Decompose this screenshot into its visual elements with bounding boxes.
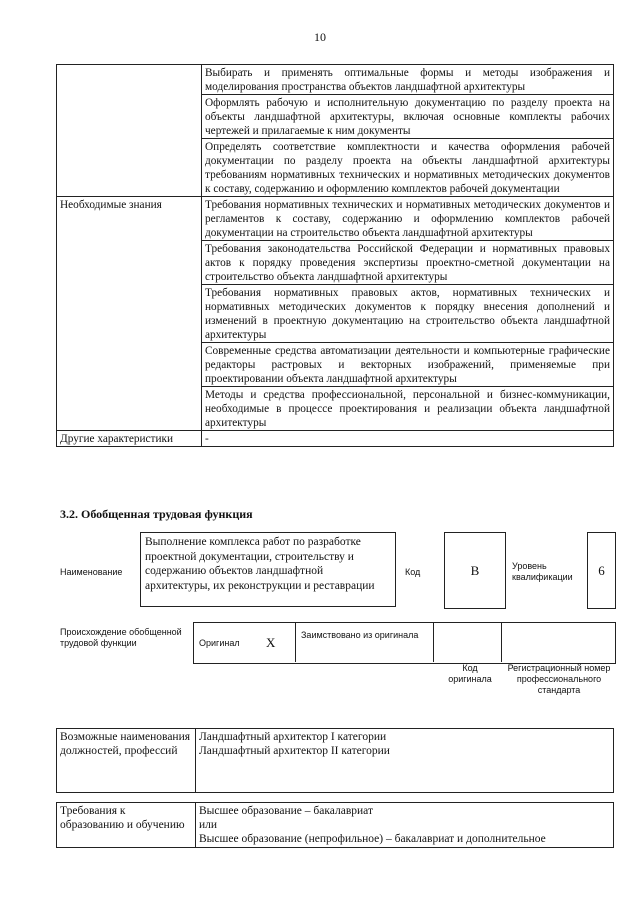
- knowledge-row: Требования нормативных правовых актов, нормативных технических и нормативных методических документов к порядку внесения дополнений и изменений в проектную документацию на строительство объекта ландшафтной архитектуры: [202, 285, 614, 343]
- education-item: Высшее образование (непрофильное) – бакалавриат и дополнительное: [199, 833, 546, 845]
- code-label: Код: [405, 567, 421, 577]
- skills-knowledge-table: [56, 64, 614, 447]
- skill-row: Определять соответствие комплектности и качества оформления рабочей документации по разделу проекта на объекты ландшафтной архитектуры требованиям нормативных технических и нормативных методических документов к составу, содержанию и оформлению комплектов рабочей документации: [202, 139, 614, 197]
- origin-divider: [295, 622, 296, 662]
- table-row: [57, 729, 614, 793]
- table-row: [57, 431, 614, 447]
- other-label: Другие характеристики: [57, 431, 202, 447]
- positions-values: [196, 729, 614, 793]
- borrowed-label: Заимствовано из оригинала: [301, 630, 419, 640]
- education-item: Высшее образование – бакалавриат: [199, 805, 373, 817]
- other-value: -: [202, 431, 614, 447]
- function-name-value: Выполнение комплекса работ по разработке проектной документации, строительству и содержанию объектов ландшафтной архитектуры, их реконструкции и реставрации: [140, 532, 396, 607]
- origin-box: [193, 622, 616, 664]
- code-value: B: [470, 563, 480, 578]
- original-mark: X: [266, 635, 276, 650]
- section-heading: 3.2. Обобщенная трудовая функция: [60, 507, 253, 521]
- education-values: [196, 803, 614, 848]
- page-number: 10: [314, 30, 326, 44]
- knowledge-row: Требования законодательства Российской Федерации и нормативных правовых актов к порядку проведения экспертизы проектно-сметной документации на строительство объекта ландшафтной архитектуры: [202, 241, 614, 285]
- level-box: [587, 532, 616, 609]
- code-original-caption: Код оригинала: [448, 663, 492, 684]
- original-label: Оригинал: [199, 638, 240, 648]
- positions-label: Возможные наименования должностей, профессий: [57, 729, 196, 793]
- table-row: [57, 65, 614, 95]
- knowledge-row: Современные средства автоматизации деятельности и компьютерные графические редакторы растровых и векторных изображений, применяемые при проектировании объекта ландшафтной архитектуры: [202, 343, 614, 387]
- reg-number-caption: Регистрационный номер профессионального стандарта: [507, 663, 611, 695]
- skills-label-cell: [57, 65, 202, 197]
- table-row: [57, 803, 614, 848]
- knowledge-row: Требования нормативных технических и нормативных методических документов и регламентов к составу, содержанию и оформлению комплектов рабочей документации на строительство объекта ландшафтной архитектуры: [202, 197, 614, 241]
- code-box: [444, 532, 506, 609]
- position-item: Ландшафтный архитектор I категории: [199, 731, 387, 743]
- positions-table: [56, 728, 614, 793]
- education-label: Требования к образованию и обучению: [57, 803, 196, 848]
- skill-row: Выбирать и применять оптимальные формы и методы изображения и моделирования пространства объектов ландшафтной архитектуры: [202, 65, 614, 95]
- knowledge-label: Необходимые знания: [57, 197, 202, 431]
- origin-label: Происхождение обобщенной трудовой функции: [60, 627, 182, 648]
- position-item: Ландшафтный архитектор II категории: [199, 745, 390, 757]
- table-row: [57, 197, 614, 241]
- education-item: или: [199, 819, 218, 831]
- origin-divider: [433, 622, 434, 662]
- level-value: 6: [598, 563, 605, 578]
- education-table: [56, 802, 614, 848]
- origin-divider: [501, 622, 502, 662]
- knowledge-row: Методы и средства профессиональной, персональной и бизнес-коммуникации, необходимые в процессе проектирования и реализации объекта ландшафтной архитектуры: [202, 387, 614, 431]
- skill-row: Оформлять рабочую и исполнительную документацию по разделу проекта на объекты ландшафтной архитектуры, включая основные комплекты рабочих чертежей и прилагаемые к ним документы: [202, 95, 614, 139]
- level-label: Уровень квалификации: [512, 561, 573, 582]
- name-label: Наименование: [60, 567, 123, 577]
